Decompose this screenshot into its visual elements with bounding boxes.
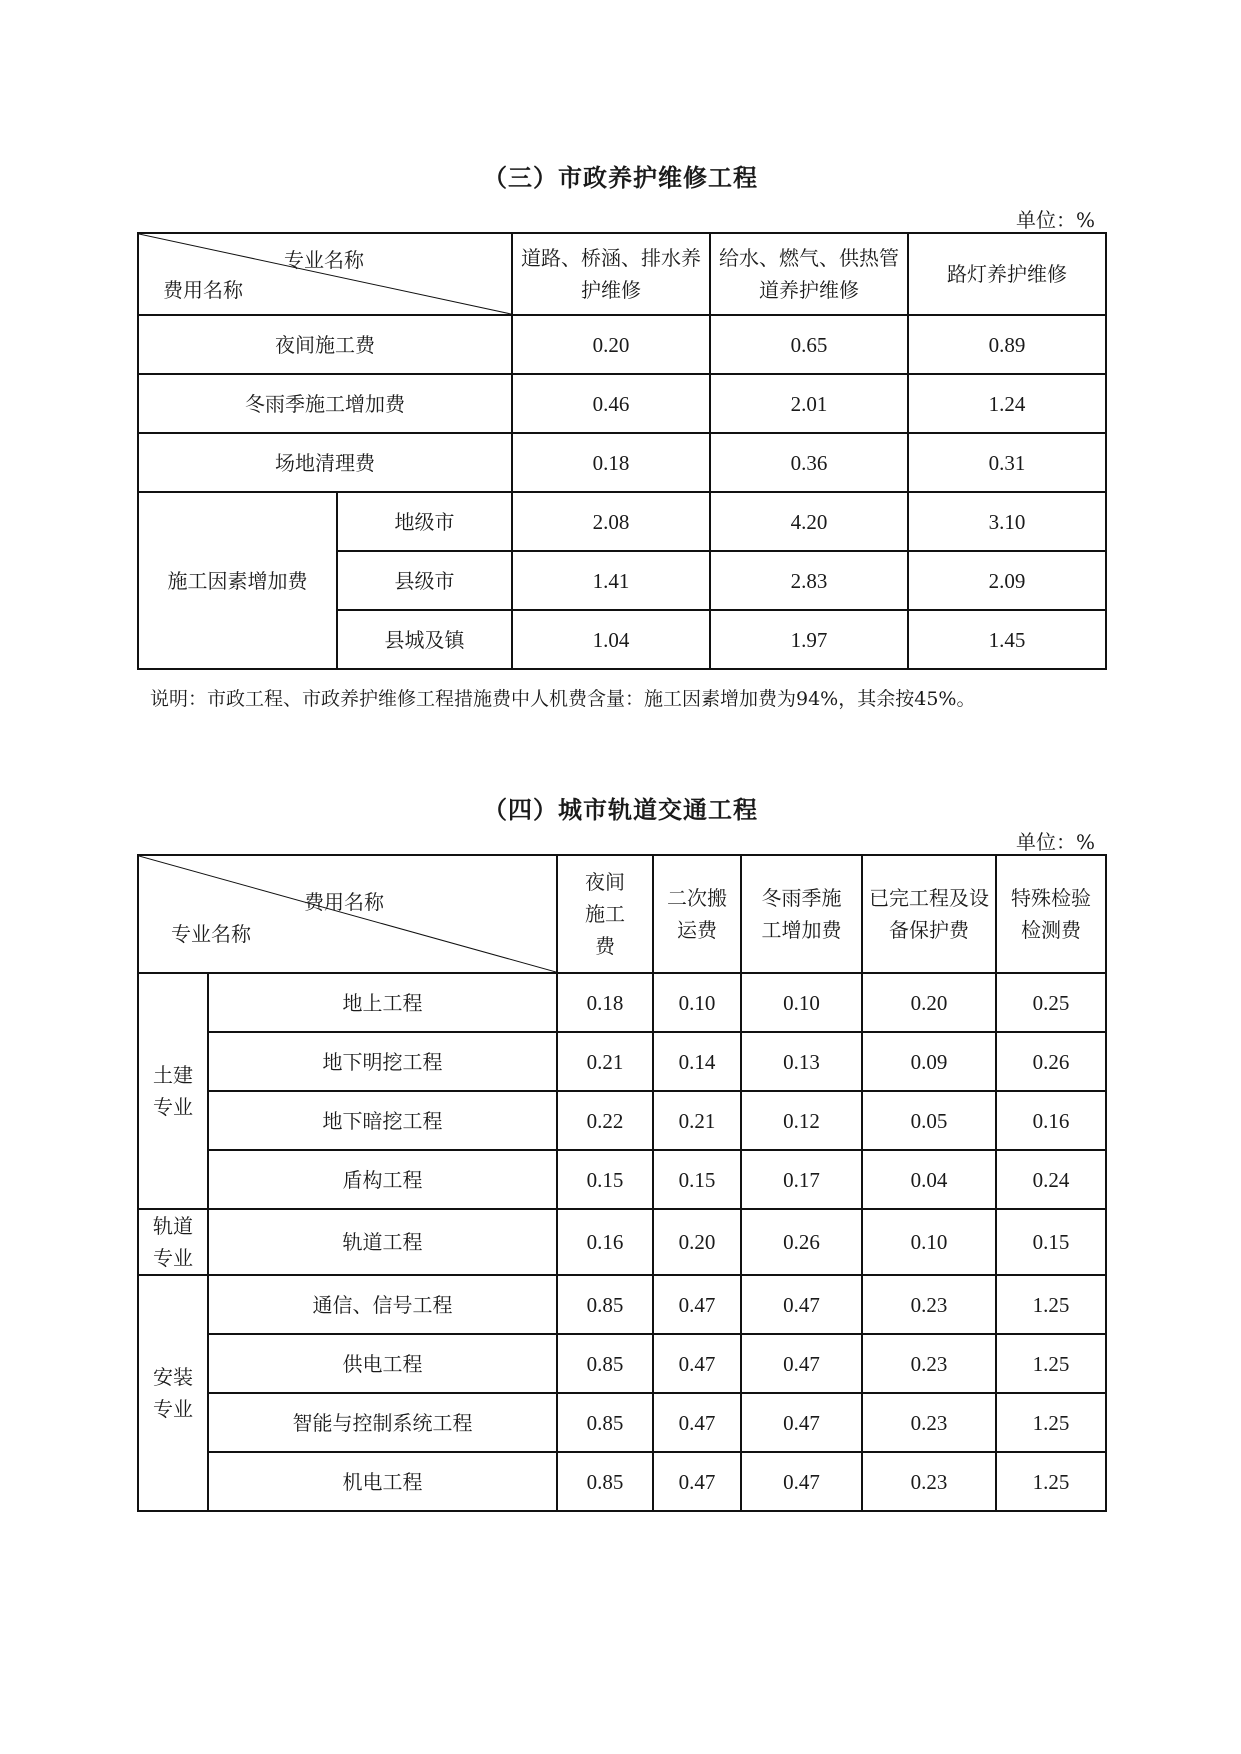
section4-diag-bottom: 专业名称 bbox=[171, 922, 251, 946]
cell: 0.16 bbox=[996, 1091, 1106, 1150]
cell: 0.13 bbox=[741, 1032, 862, 1091]
cell: 0.18 bbox=[512, 433, 710, 492]
row-label: 地上工程 bbox=[208, 973, 557, 1032]
row-label: 地下明挖工程 bbox=[208, 1032, 557, 1091]
row-label: 夜间施工费 bbox=[138, 315, 512, 374]
table-row bbox=[138, 1209, 1106, 1275]
cell: 0.14 bbox=[653, 1032, 741, 1091]
cell: 4.20 bbox=[710, 492, 908, 551]
cell: 0.65 bbox=[710, 315, 908, 374]
group-label: 土建专业 bbox=[138, 973, 208, 1209]
section4-col-header: 冬雨季施工增加费 bbox=[741, 855, 862, 973]
section3-corner-header bbox=[138, 233, 512, 315]
table-row bbox=[138, 1452, 1106, 1511]
cell: 0.04 bbox=[862, 1150, 996, 1209]
cell: 1.45 bbox=[908, 610, 1106, 669]
row-label: 县城及镇 bbox=[337, 610, 512, 669]
cell: 0.47 bbox=[741, 1452, 862, 1511]
cell: 1.24 bbox=[908, 374, 1106, 433]
group-label: 轨道专业 bbox=[138, 1209, 208, 1275]
cell: 0.21 bbox=[557, 1032, 653, 1091]
cell: 0.36 bbox=[710, 433, 908, 492]
section4-table bbox=[137, 854, 1107, 1512]
section3-title: （三）市政养护维修工程 bbox=[483, 164, 758, 192]
cell: 0.85 bbox=[557, 1275, 653, 1334]
cell: 0.47 bbox=[741, 1393, 862, 1452]
cell: 2.01 bbox=[710, 374, 908, 433]
cell: 0.20 bbox=[653, 1209, 741, 1275]
cell: 0.85 bbox=[557, 1393, 653, 1452]
cell: 2.09 bbox=[908, 551, 1106, 610]
cell: 2.08 bbox=[512, 492, 710, 551]
table-row bbox=[138, 433, 1106, 492]
section3-diag-top: 专业名称 bbox=[284, 248, 364, 272]
row-label: 县级市 bbox=[337, 551, 512, 610]
cell: 0.23 bbox=[862, 1452, 996, 1511]
row-label: 地下暗挖工程 bbox=[208, 1091, 557, 1150]
cell: 0.26 bbox=[741, 1209, 862, 1275]
cell: 0.15 bbox=[557, 1150, 653, 1209]
cell: 0.89 bbox=[908, 315, 1106, 374]
cell: 0.31 bbox=[908, 433, 1106, 492]
row-label: 供电工程 bbox=[208, 1334, 557, 1393]
table-row bbox=[138, 1032, 1106, 1091]
section3-col-header: 路灯养护维修 bbox=[908, 233, 1106, 315]
cell: 0.46 bbox=[512, 374, 710, 433]
row-label: 智能与控制系统工程 bbox=[208, 1393, 557, 1452]
cell: 0.23 bbox=[862, 1275, 996, 1334]
section4-title: （四）城市轨道交通工程 bbox=[483, 796, 758, 824]
cell: 0.85 bbox=[557, 1334, 653, 1393]
section4-col-header: 二次搬运费 bbox=[653, 855, 741, 973]
cell: 1.25 bbox=[996, 1393, 1106, 1452]
cell: 0.20 bbox=[512, 315, 710, 374]
section3-note: 说明：市政工程、市政养护维修工程措施费中人机费含量：施工因素增加费为94%，其余按45%。 bbox=[150, 688, 976, 710]
section3-col-header: 给水、燃气、供热管道养护维修 bbox=[710, 233, 908, 315]
cell: 0.15 bbox=[996, 1209, 1106, 1275]
cell: 0.23 bbox=[862, 1393, 996, 1452]
cell: 0.16 bbox=[557, 1209, 653, 1275]
cell: 1.97 bbox=[710, 610, 908, 669]
cell: 3.10 bbox=[908, 492, 1106, 551]
table-row bbox=[138, 374, 1106, 433]
cell: 0.24 bbox=[996, 1150, 1106, 1209]
cell: 0.20 bbox=[862, 973, 996, 1032]
cell: 0.47 bbox=[741, 1334, 862, 1393]
cell: 0.12 bbox=[741, 1091, 862, 1150]
section4-diag-top: 费用名称 bbox=[304, 890, 384, 914]
cell: 0.23 bbox=[862, 1334, 996, 1393]
section4-unit: 单位：% bbox=[1016, 830, 1096, 854]
table-row bbox=[138, 1275, 1106, 1334]
table-row bbox=[138, 492, 1106, 551]
row-label: 通信、信号工程 bbox=[208, 1275, 557, 1334]
cell: 0.15 bbox=[653, 1150, 741, 1209]
cell: 0.47 bbox=[653, 1393, 741, 1452]
cell: 0.09 bbox=[862, 1032, 996, 1091]
section4-col-header: 特殊检验检测费 bbox=[996, 855, 1106, 973]
cell: 0.18 bbox=[557, 973, 653, 1032]
cell: 0.47 bbox=[653, 1275, 741, 1334]
cell: 1.04 bbox=[512, 610, 710, 669]
section4-col-header: 夜间施工费 bbox=[557, 855, 653, 973]
section4-col-header: 已完工程及设备保护费 bbox=[862, 855, 996, 973]
row-label: 盾构工程 bbox=[208, 1150, 557, 1209]
row-label: 冬雨季施工增加费 bbox=[138, 374, 512, 433]
section3-unit: 单位：% bbox=[1016, 208, 1096, 232]
cell: 0.47 bbox=[653, 1334, 741, 1393]
cell: 0.22 bbox=[557, 1091, 653, 1150]
cell: 0.17 bbox=[741, 1150, 862, 1209]
table-row bbox=[138, 1150, 1106, 1209]
cell: 0.21 bbox=[653, 1091, 741, 1150]
cell: 0.10 bbox=[862, 1209, 996, 1275]
table-row bbox=[138, 1091, 1106, 1150]
section3-table bbox=[137, 232, 1107, 670]
cell: 0.10 bbox=[653, 973, 741, 1032]
cell: 1.41 bbox=[512, 551, 710, 610]
row-label: 机电工程 bbox=[208, 1452, 557, 1511]
cell: 2.83 bbox=[710, 551, 908, 610]
table-row bbox=[138, 973, 1106, 1032]
row-label: 轨道工程 bbox=[208, 1209, 557, 1275]
section4-corner-header bbox=[138, 855, 557, 973]
cell: 0.47 bbox=[741, 1275, 862, 1334]
row-label: 地级市 bbox=[337, 492, 512, 551]
group-label: 施工因素增加费 bbox=[138, 492, 337, 669]
section3-col-header: 道路、桥涵、排水养护维修 bbox=[512, 233, 710, 315]
row-label: 场地清理费 bbox=[138, 433, 512, 492]
table-row bbox=[138, 1393, 1106, 1452]
cell: 1.25 bbox=[996, 1275, 1106, 1334]
cell: 1.25 bbox=[996, 1452, 1106, 1511]
cell: 0.05 bbox=[862, 1091, 996, 1150]
cell: 0.10 bbox=[741, 973, 862, 1032]
group-label: 安装专业 bbox=[138, 1275, 208, 1511]
cell: 0.85 bbox=[557, 1452, 653, 1511]
table-row bbox=[138, 315, 1106, 374]
cell: 0.47 bbox=[653, 1452, 741, 1511]
cell: 0.25 bbox=[996, 973, 1106, 1032]
cell: 0.26 bbox=[996, 1032, 1106, 1091]
section3-diag-bottom: 费用名称 bbox=[163, 278, 243, 302]
cell: 1.25 bbox=[996, 1334, 1106, 1393]
table-row bbox=[138, 1334, 1106, 1393]
